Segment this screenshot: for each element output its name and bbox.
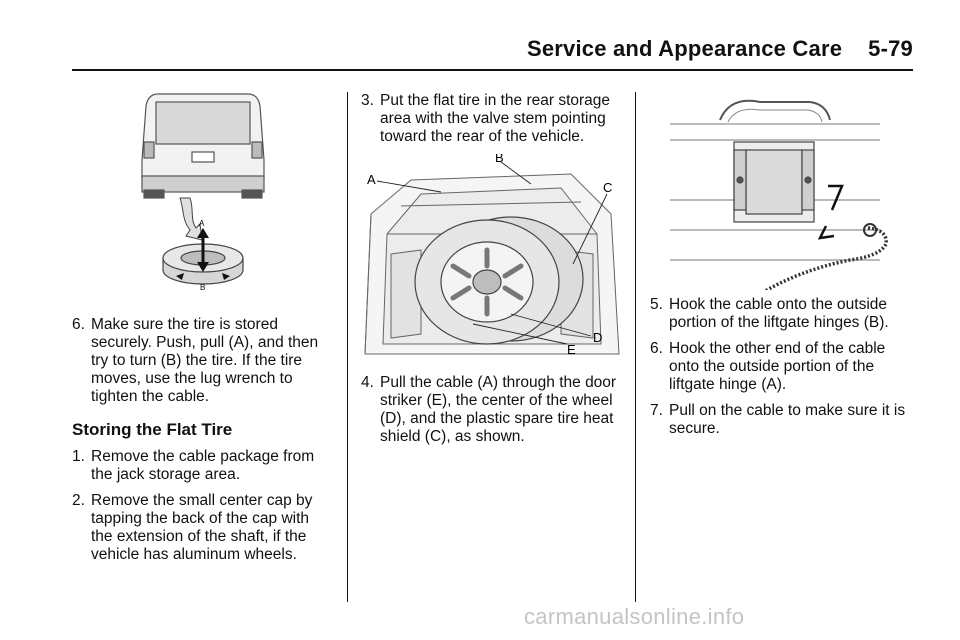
list-item: 4. Pull the cable (A) through the door striker (E), the center of the wheel (D), and the plastic spare tire heat shield (C), as shown.: [361, 374, 617, 445]
section-heading: Storing the Flat Tire: [72, 420, 233, 439]
figure-label-a: A: [367, 172, 376, 187]
figure-label-b: B: [495, 154, 504, 165]
column-divider-1: [347, 92, 348, 602]
list-item: 1. Remove the cable package from the jack storage area.: [72, 448, 315, 483]
figure-label-b: B: [200, 283, 206, 292]
watermark: carmanualsonline.info: [524, 604, 745, 629]
list-item: 2. Remove the small center cap by tapping the back of the cap with the extension of the shaft, if the vehicle has aluminum wheels.: [72, 492, 313, 563]
list-item: 6. Hook the other end of the cable onto the outside portion of the liftgate hinge (A).: [650, 340, 886, 393]
figure-label-e: E: [567, 342, 576, 357]
column-1: [72, 80, 334, 572]
header-rule: [72, 69, 913, 71]
figure-label-d: D: [593, 330, 603, 345]
list-item: 7. Pull on the cable to make sure it is secure.: [650, 402, 906, 437]
figure-liftgate-hinge: [650, 80, 912, 290]
column-divider-2: [635, 92, 636, 602]
list-item: 6. Make sure the tire is stored securely. Push, pull (A), and then try to turn (B) the tire. If the tire moves, use the lug wrench to tighten the cable.: [72, 316, 319, 405]
page-number: 5-79: [868, 36, 913, 61]
figure-label-c: C: [603, 180, 613, 195]
figure-label-a: A: [199, 219, 205, 228]
figure-tire-stored: [72, 80, 334, 302]
list-item: 5. Hook the cable onto the outside portion of the liftgate hinges (B).: [650, 296, 889, 331]
section-title: Service and Appearance Care: [526, 36, 843, 61]
list-item: 3. Put the flat tire in the rear storage area with the valve stem pointing toward the rear of the vehicle.: [361, 92, 611, 145]
figure-cargo-area: [361, 154, 623, 364]
column-3: [650, 80, 912, 446]
column-2: [361, 80, 623, 454]
page-header: [0, 36, 913, 62]
